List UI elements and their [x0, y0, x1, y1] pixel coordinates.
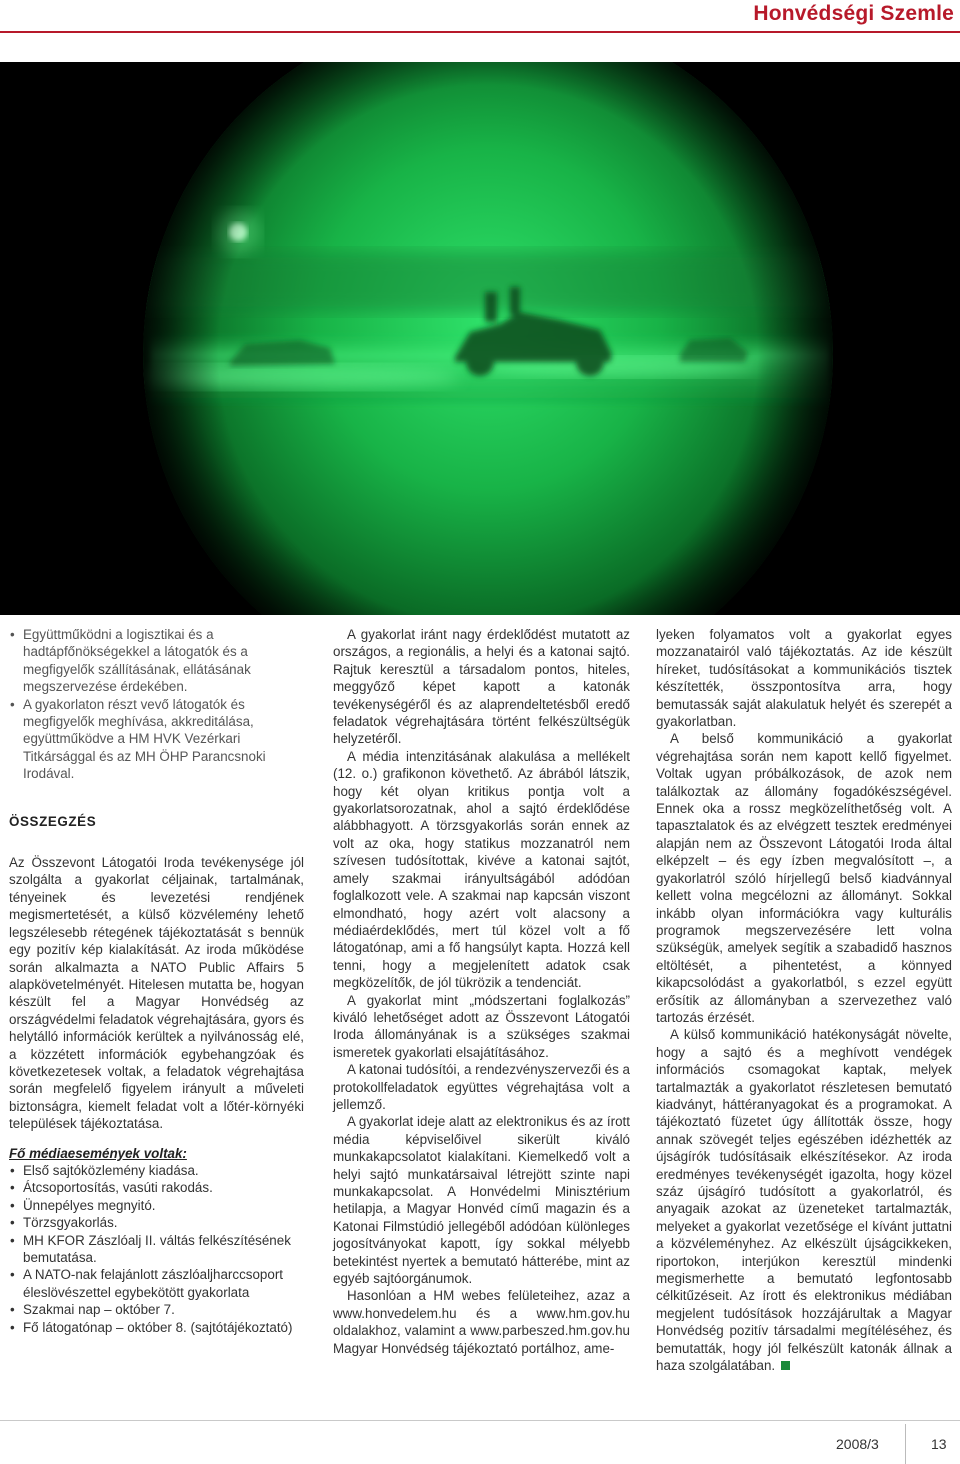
section-heading: ÖSSZEGZÉS	[9, 813, 97, 829]
column-3	[656, 626, 952, 1374]
list-item: • Első sajtóközlemény kiadása.	[9, 1162, 304, 1179]
night-vision-photo	[0, 62, 960, 615]
summary-paragraph: Az Összevont Látogatói Iroda tevékenysége jól szolgálta a gyakorlat céljainak, tartalmának, tényeinek és levezetési rendjének megismertetését, a külső közvélemény lehető legszélesebb rétegének tájékoztatását s bennük egy pozitív kép kialakítását. Az iroda működése során alkalmazta a NATO Public Affairs 5 alapkövetelményét. Hitelesen mutatta be, hogyan készült fel a Magyar Honvédség az országvédelmi feladatok végrehajtására, gyors és helytálló információk kerültek a nyilvánosság elé, a közzétett információk egybehangzóak és következetesek voltak, a feladatok végrehajtása során megfelelő figyelem irányult a műveleti biztonságra, kiemelt feladat volt a lőtér-környéki települések tájékoztatása.	[9, 855, 304, 1132]
page-number: 13	[931, 1436, 947, 1452]
list-item: • Szakmai nap – október 7.	[9, 1301, 304, 1318]
article-end-square-icon	[781, 1361, 790, 1370]
page-header	[0, 0, 960, 30]
body-paragraph: A média intenzitásának alakulása a mellékelt (12. o.) grafikonon követhető. Az ábrából látszik, hogy két olyan kritikus pontja volt a gyakorlatsorozatnak, ahol a sajtó érdeklődése alábbhagyott. A törzsgyakorlás során ennek az volt az oka, hogy statikus mozzanatról nem szívesen tudósítottak, kivéve a katonai sajtót, amely szakmai irányultságából adódóan foglalkozott vele. A szakmai nap kapcsán viszont elmondható, hogy azért volt alacsony a médiaérdeklődés, mert túl közel volt a fő látogatónap, ami a fő hangsúlyt kapta. Hozzá kell tenni, hogy a megjelenített adatok csak megközelítők, de jól tükrözik a tendenciát.	[333, 748, 630, 991]
footer-separator	[905, 1424, 906, 1464]
list-item: • Együttműködni a logisztikai és a hadtápfőnökségekkel a látogatók és a megfigyelők szállításának, ellátásának megszervezése érdekében.	[9, 626, 304, 696]
body-paragraph: A belső kommunikáció a gyakorlat végrehajtása során nem kapott kellő figyelmet. Voltak ugyan próbálkozások, de azok nem találkoztak az állomány fogadókészségével. Ennek oka a rossz megközelíthetőség volt. A tapasztalatok és az elvégzett tesztek eredményei alapján nem az Összevont Látogatói Iroda által elképzelt – és egy ízben megvalósított –, a gyakorlatról szóló hírjellegű belső kiadvánnyal kellett volna megcélozni az állományt. Sokkal inkább olyan információkra vagy kulturális programok megszervezésére lett volna szükségük, amelyek segítik a szabadidő hasznos eltöltését, a pihentetést, a könnyed kikapcsolódást a gyakorlatból, s ezzel együtt erősítik az állományban a szervezethez való tartozás érzését.	[656, 731, 952, 1025]
night-vision-scope-image	[0, 62, 960, 615]
list-item: • Ünnepélyes megnyitó.	[9, 1197, 304, 1214]
body-paragraph: Hasonlóan a HM webes felületeihez, azaz a www.honvedelem.hu és a www.hm.gov.hu oldalakhoz, valamint a www.parbeszed.hm.gov.hu Magyar Honvédség tájékoztató portálhoz, ame-	[333, 1288, 630, 1356]
body-paragraph: A katonai tudósítói, a rendezvényszervezői és a protokollfeladatok együttes végrehajtása volt a jellemző.	[333, 1062, 630, 1112]
closing-text: A külső kommunikáció hatékonyságát növelte, hogy a sajtó és a meghívott vendégek információs csomagokat kaptak, melyek tartalmazták a gyakorlatot részletesen bemutató kiadványt, háttéranyagokat és a programokat. A tájékoztató füzetet úgy állították össze, hogy annak szövegét teljes egészében idézhették az újságírók tudósításaik elkészítésekor. Az iroda eredményes tevékenységét igazolta, hogy közel száz újságíró tudósított a gyakorlatról, és anyagaik azokat az üzeneteket tartalmazták, melyeket a gyakorlat vezetősége el kívánt juttatni a közvéleményhez. Az elkészült újságcikkeken, riportokon, interjúkon keresztül mindenki megismerhette a bemutató legfontosabb célkitűzéseit. Az írott és elektronikus médiában megjelent tudósítások hozzájárultak a Magyar Honvédség pozitív társadalmi megítéléséhez, és bemutatták, hogy jól felkészült katonák állnak a haza szolgálatában.	[656, 1027, 952, 1374]
list-item: • MH KFOR Zászlóalj II. váltás felkészítésének bemutatása.	[9, 1232, 304, 1267]
body-paragraph: A gyakorlat ideje alatt az elektronikus és az írott média képviselőivel sikerült kiváló munkakapcsolatot kialakítani. Kiemelkedő volt a helyi sajtó munkatársaival létrejött szinte napi munkakapcsolat. A Honvédelmi Minisztérium hetilapja, a Magyar Honvéd című magazin és a Katonai Filmstúdió jellegéből adódóan különleges jogosítványokat kapott, így sokkal mélyebb betekintést nyertek a bemutató hátterébe, mint az egyéb sajtóorgánumok.	[333, 1114, 630, 1287]
column-2	[333, 626, 630, 1357]
journal-title: Honvédségi Szemle	[753, 2, 954, 25]
column-1	[9, 626, 304, 1336]
list-item: • Törzsgyakorlás.	[9, 1214, 304, 1231]
body-paragraph: A gyakorlat mint „módszertani foglalkozás” kiváló lehetőséget adott az Összevont Látogatói Iroda állományának is a szükséges szakmai ismeretek gyakorlati elsajátításához.	[333, 992, 630, 1060]
list-item: • A NATO-nak felajánlott zászlóaljharccsoport éleslövészettel egybekötött gyakorlata	[9, 1266, 304, 1301]
body-paragraph: lyeken folyamatos volt a gyakorlat egyes mozzanatairól való tájékoztatás. Az ide készült híreket, tudósításokat a kommunikációs tisztek készítették, összpontosítva arra, hogy bemutassák saját alakulatuk helyét és szerepét a gyakorlatban.	[656, 627, 952, 730]
list-item: • A gyakorlaton részt vevő látogatók és megfigyelők meghívása, akkreditálása, együttműködve a HM HVK Vezérkari Titkársággal és az MH ÖHP Parancsnoki Irodával.	[9, 696, 304, 783]
page-footer	[0, 1420, 960, 1464]
media-events-list	[9, 1162, 304, 1336]
issue-number: 2008/3	[836, 1436, 879, 1452]
list-item: • Átcsoportosítás, vasúti rakodás.	[9, 1179, 304, 1196]
media-events-heading: Fő médiaesemények voltak:	[9, 1145, 187, 1161]
header-rule	[0, 31, 960, 33]
intro-bullet-list	[9, 626, 304, 783]
body-paragraph	[656, 1026, 952, 1374]
footer-rule	[0, 1420, 960, 1421]
list-item: • Fő látogatónap – október 8. (sajtótájékoztató)	[9, 1319, 304, 1336]
body-paragraph: A gyakorlat iránt nagy érdeklődést mutatott az országos, a regionális, a helyi és a katonai sajtó. Rajtuk keresztül a társadalom pontos, hiteles, meggyőző képet kapott a katonák tevékenységéről és az alaprendeltetésből eredő feladatok végrehajtására történt felkészültségük helyzetéről.	[333, 627, 630, 747]
